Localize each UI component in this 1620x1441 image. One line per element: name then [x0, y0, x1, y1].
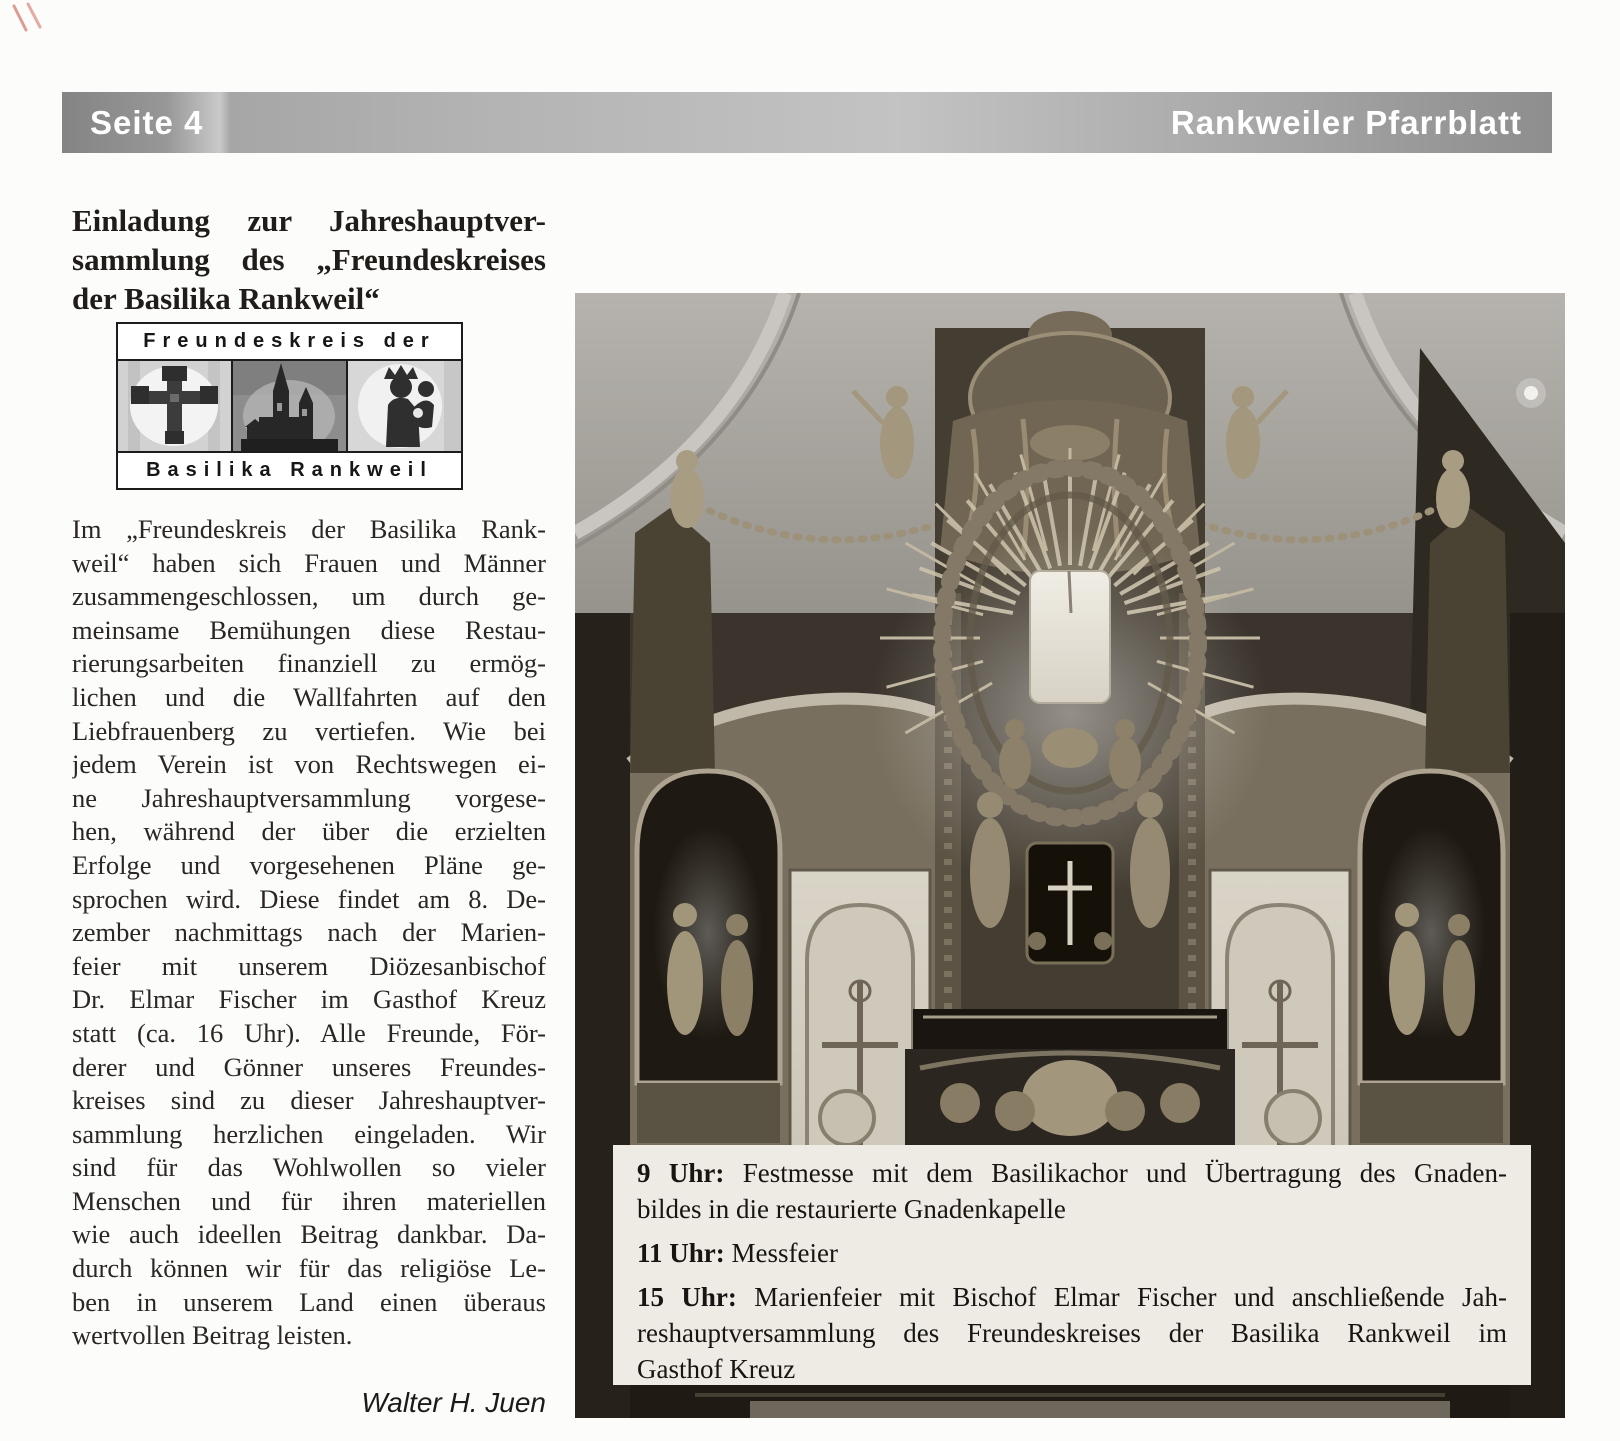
schedule-line [637, 1155, 1507, 1191]
freundeskreis-logo [116, 322, 463, 490]
logo-title-bottom: Basilika Rankweil [118, 451, 461, 488]
author-signature: Walter H. Juen [361, 1387, 546, 1418]
church-icon [231, 361, 346, 451]
statue-niche-right [1360, 771, 1503, 1143]
body-text-line: Im „Freundeskreis der Basilika Rank- [72, 514, 546, 544]
body-text-line: zember nachmittags nach der Marien- [72, 917, 546, 948]
body-text-line: jedem Verein ist von Rechtswegen ei- [72, 749, 546, 780]
body-text-line: kreises sind zu dieser Jahreshauptver- [72, 1085, 546, 1116]
body-text-line: ben in unserem Land einen überaus [72, 1286, 546, 1317]
body-text-line: statt (ca. 16 Uhr). Alle Freunde, För- [72, 1017, 546, 1048]
schedule-text: Messfeier [731, 1238, 838, 1268]
body-text-line: Menschen und für ihren materiellen [72, 1185, 546, 1216]
body-text-line: sprochen wird. Diese findet am 8. De- [72, 883, 546, 914]
article-body [72, 513, 546, 1353]
publication-title: Rankweiler Pfarrblatt [1170, 103, 1522, 141]
body-text-line: Erfolge und vorgesehenen Pläne ge- [72, 849, 546, 880]
body-text-line: derer und Gönner unseres Freundes- [72, 1051, 546, 1082]
body-text-line: meinsame Bemühungen diese Restau- [72, 614, 546, 645]
body-text-line: lichen und die Wallfahrten auf den [72, 681, 546, 712]
body-text-line: rierungsarbeiten finanziell zu ermög- [72, 648, 546, 679]
body-text-line: Dr. Elmar Fischer im Gasthof Kreuz [72, 984, 546, 1015]
schedule-entry [637, 1279, 1507, 1387]
heading-line: sammlung des „Freundeskreises [72, 242, 546, 277]
red-pen-stroke [28, 4, 40, 27]
schedule-line: Gasthof Kreuz [637, 1354, 796, 1384]
gnadenbild-panel [1030, 571, 1110, 703]
schedule-entry [637, 1235, 1507, 1271]
madonna-icon [346, 361, 461, 451]
body-text-line: ne Jahreshauptversammlung vorgese- [72, 782, 546, 813]
schedule-line: reshauptversammlung des Freundeskreises der Basilika Rankweil im [637, 1318, 1507, 1348]
statue-niche-left [637, 771, 780, 1143]
altar-mensa [905, 1009, 1235, 1159]
body-text-line: wertvollen Beitrag leisten. [72, 1320, 353, 1351]
cross-icon [118, 361, 231, 451]
schedule-text: Festmesse mit dem Basilikachor und Übertragung des Gnaden- [742, 1158, 1507, 1188]
schedule-time: 11 Uhr: [637, 1238, 725, 1268]
body-text-line: hen, während der über die erzielten [72, 816, 546, 847]
body-text-line: Liebfrauenberg zu vertiefen. Wie bei [72, 715, 546, 746]
schedule-line [637, 1279, 1507, 1315]
body-text-line: sind für das Wohlwollen so vieler [72, 1152, 546, 1183]
red-pen-stroke [14, 6, 26, 30]
schedule-entry [637, 1155, 1507, 1227]
article-heading [72, 201, 546, 318]
red-pen-marks [0, 0, 70, 40]
body-text-line: zusammengeschlossen, um durch ge- [72, 581, 546, 612]
page-header-bar [62, 92, 1552, 153]
body-text-line: sammlung herzlichen eingeladen. Wir [72, 1118, 546, 1149]
schedule-time: 9 Uhr: [637, 1158, 725, 1188]
schedule-caption [613, 1145, 1531, 1385]
crucifix-shrine [1027, 843, 1113, 963]
body-text-line: wie auch ideellen Beitrag dankbar. Da- [72, 1219, 546, 1250]
body-text-line: feier mit unserem Diözesanbischof [72, 950, 546, 981]
page-number-label: Seite 4 [90, 103, 204, 141]
heading-line: Einladung zur Jahreshauptver- [72, 203, 546, 238]
schedule-line [637, 1235, 1507, 1271]
schedule-text: Marienfeier mit Bischof Elmar Fischer und anschließende Jah- [754, 1282, 1507, 1312]
heading-line: der Basilika Rankweil“ [72, 281, 380, 316]
body-text-line: durch können wir für das religiöse Le- [72, 1253, 546, 1284]
body-text-line: weil“ haben sich Frauen und Männer [72, 547, 546, 578]
logo-title-top: Freundeskreis der [118, 324, 461, 361]
logo-image-row [118, 361, 461, 451]
schedule-time: 15 Uhr: [637, 1282, 737, 1312]
schedule-line: bildes in die restaurierte Gnadenkapelle [637, 1194, 1066, 1224]
